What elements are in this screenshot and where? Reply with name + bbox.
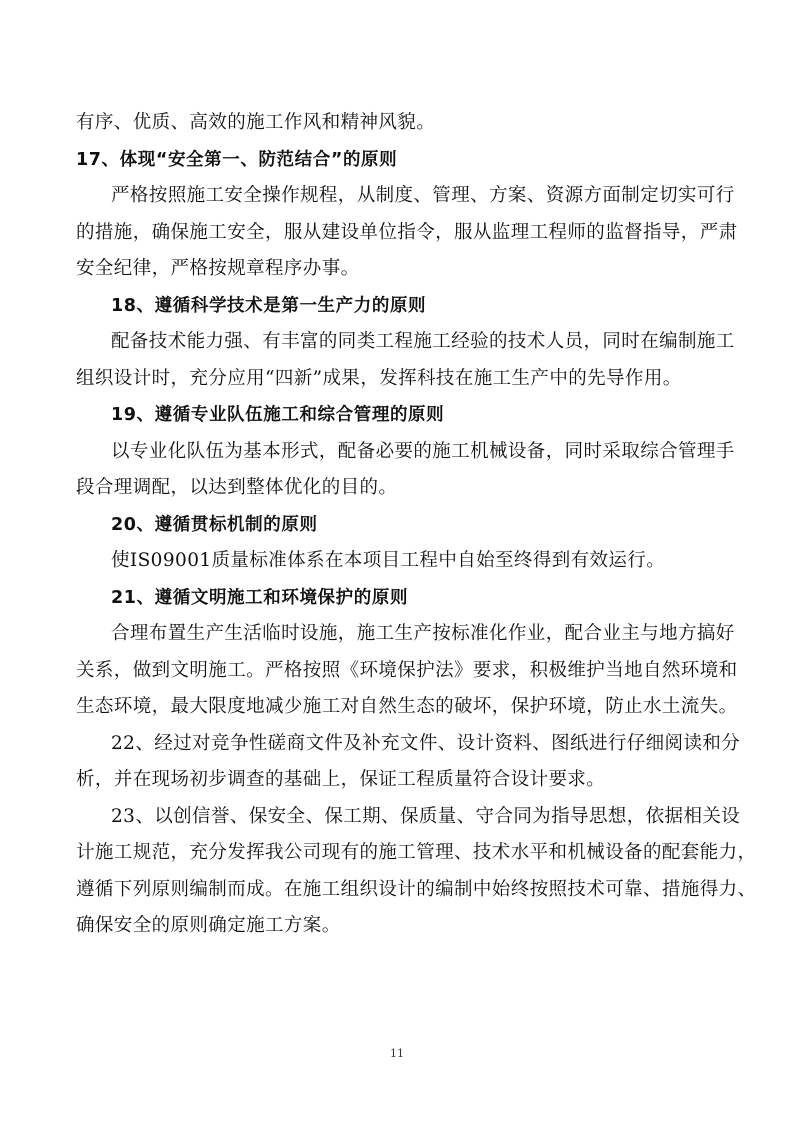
paragraph-line: 生态环境，最大限度地减少施工对自然生态的破坏，保护环境，防止水土流失。: [76, 696, 738, 717]
paragraph-line: 确保安全的原则确定施工方案。: [76, 915, 341, 936]
paragraph-line: 计施工规范，充分发挥我公司现有的施工管理、技术水平和机械设备的配套能力，: [76, 842, 757, 863]
paragraph-line: 析，并在现场初步调查的基础上，保证工程质量符合设计要求。: [76, 769, 606, 790]
paragraph-line: 配备技术能力强、有丰富的同类工程施工经验的技术人员，同时在编制施工: [111, 331, 735, 352]
paragraph-line: 关系，做到文明施工。严格按照《环境保护法》要求，积极维护当地自然环境和: [76, 659, 738, 681]
paragraph-line: 以专业化队伍为基本形式，配备必要的施工机械设备，同时采取综合管理手: [111, 440, 735, 462]
section-heading-21: 21、遵循文明施工和环境保护的原则: [111, 587, 409, 608]
paragraph-line: 组织设计时，充分应用“四新”成果，发挥科技在施工生产中的先导作用。: [76, 367, 682, 389]
paragraph-line: 的措施，确保施工安全，服从建设单位指令，服从监理工程师的监督指导，严肃: [76, 221, 738, 243]
paragraph-line: 安全纪律，严格按规章程序办事。: [76, 258, 360, 279]
paragraph-line: 段合理调配，以达到整体优化的目的。: [76, 477, 398, 498]
section-heading-19: 19、遵循专业队伍施工和综合管理的原则: [111, 405, 445, 425]
section-heading-18: 18、遵循科学技术是第一生产力的原则: [111, 295, 427, 316]
paragraph-line: 严格按照施工安全操作规程，从制度、管理、方案、资源方面制定切实可行: [111, 185, 735, 206]
paragraph-line-22: 22、经过对竞争性磋商文件及补充文件、设计资料、图纸进行仔细阅读和分: [111, 732, 741, 754]
page-number: 11: [390, 1047, 404, 1060]
paragraph-line: 合理布置生产生活临时设施，施工生产按标准化作业，配合业主与地方搞好: [111, 623, 735, 644]
section-heading-20: 20、遵循贯标机制的原则: [111, 514, 318, 535]
paragraph-line: 使IS09001质量标准体系在本项目工程中自始至终得到有效运行。: [111, 550, 666, 571]
paragraph-line-23: 23、以创信誉、保安全、保工期、保质量、守合同为指导思想，依据相关设: [111, 805, 741, 827]
paragraph-line: 有序、优质、高效的施工作风和精神风貌。: [76, 112, 436, 133]
document-body: [76, 105, 757, 945]
paragraph-line: 遵循下列原则编制而成。在施工组织设计的编制中始终按照技术可靠、措施得力、: [76, 878, 757, 900]
section-heading-17: 17、体现“安全第一、防范结合”的原则: [76, 149, 398, 170]
